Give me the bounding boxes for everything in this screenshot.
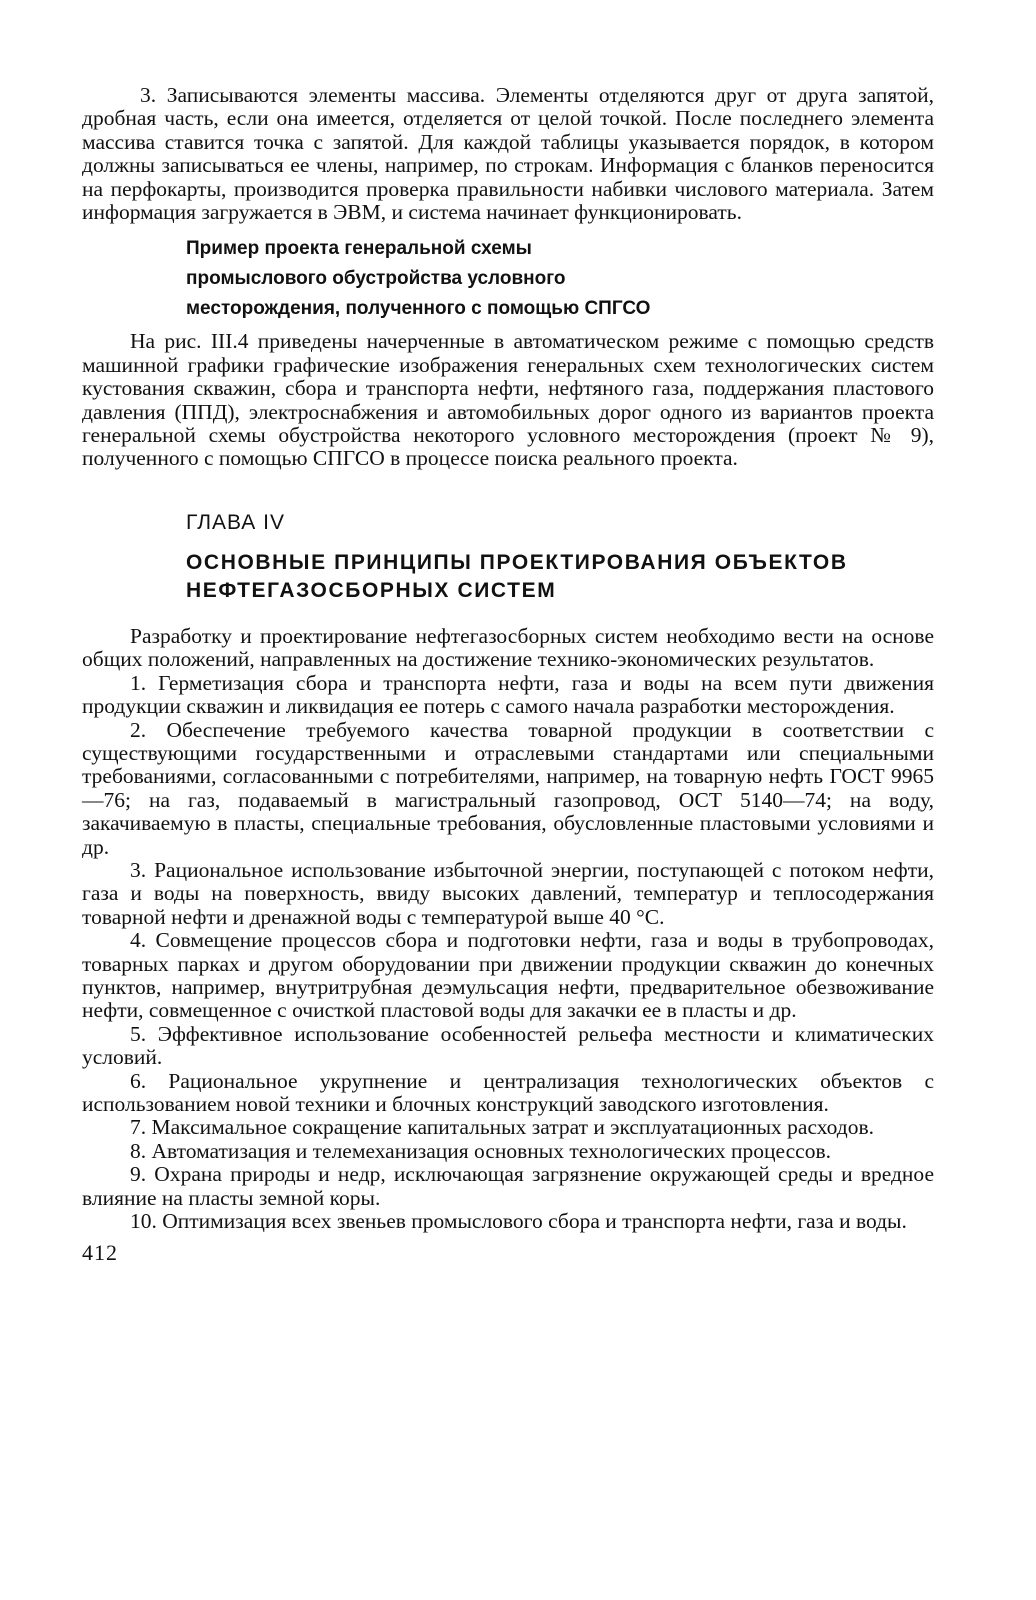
- chapter-title: ОСНОВНЫЕ ПРИНЦИПЫ ПРОЕКТИРОВАНИЯ ОБЪЕКТОВ НЕФТЕГАЗОСБОРНЫХ СИСТЕМ: [186, 550, 848, 602]
- principle-item: 1. Герметизация сбора и транспорта нефти, газа и воды на всем пути движения продукции скважин и ликвидация ее потерь с самого начала разработки месторождения.: [82, 670, 934, 719]
- principle-item: 9. Охрана природы и недр, исключающая загрязнение окружающей среды и вредное влияние на пласты земной коры.: [82, 1162, 934, 1210]
- section-heading: Пример проекта генеральной схемы промыслового обустройства условного месторождения, полученного с помощью СПГСО: [186, 238, 651, 320]
- principle-item: 4. Совмещение процессов сбора и подготовки нефти, газа и воды в трубопроводах, товарных парках и другом оборудовании при движении продукции скважин до конечных пунктов, например, внутритрубная деэмульсация нефти, предварительное обезвоживание нефти, совмещенное с очисткой пластовой воды для закачки ее в пласты и др.: [82, 928, 934, 1023]
- principle-item: 6. Рациональное укрупнение и централизация технологических объектов с использованием новой техники и блочных конструкций заводского изготовления.: [82, 1068, 934, 1116]
- book-page: [82, 84, 934, 1267]
- section-paragraph: На рис. III.4 приведены начерченные в автоматическом режиме с помощью средств машинной графики графические изображения генеральных схем технологических систем кустования скважин, сбора и транспорта нефти, нефтяного газа, поддержания пластового давления (ППД), электроснабжения и автомобильных дорог одного из вариантов проекта генеральной схемы обустройства некоторого условного месторождения (проект № 9), полученного с помощью СПГСО в процессе поиска реального проекта.: [82, 329, 934, 471]
- chapter-intro-paragraph: Разработку и проектирование нефтегазосборных систем необходимо вести на основе общих положений, направленных на достижение технико-экономических результатов.: [82, 623, 934, 672]
- page-number: 412: [82, 1240, 118, 1266]
- principle-item: 10. Оптимизация всех звеньев промыслового сбора и транспорта нефти, газа и воды.: [130, 1209, 907, 1234]
- principle-item: 3. Рациональное использование избыточной энергии, поступающей с потоком нефти, газа и воды на поверхность, ввиду высоких давлений, температур и теплосодержания товарной нефти и дренажной воды с температурой выше 40 °С.: [82, 857, 934, 929]
- chapter-label: ГЛАВА IV: [186, 510, 285, 534]
- principle-item: 5. Эффективное использование особенностей рельефа местности и климатических условий.: [82, 1021, 934, 1070]
- intro-paragraph: 3. Записываются элементы массива. Элементы отделяются друг от друга запятой, дробная часть, если она имеется, отделяется от целой точкой. После последнего элемента массива ставится точка с запятой. Для каждой таблицы указывается порядок, в котором должны записываться ее члены, например, по строкам. Информация с бланков переносится на перфокарты, производится проверка правильности набивки числового материала. Затем информация загружается в ЭВМ, и система начинает функционировать.: [82, 83, 934, 225]
- principle-item: 8. Автоматизация и телемеханизация основных технологических процессов.: [130, 1138, 831, 1163]
- principle-item: 7. Максимальное сокращение капитальных затрат и эксплуатационных расходов.: [130, 1115, 874, 1140]
- principle-item: 2. Обеспечение требуемого качества товарной продукции в соответствии с существующими государственными и отраслевыми стандартами или специальными требованиями, согласованными с потребителями, например, на товарную нефть ГОСТ 9965—76; на газ, подаваемый в магистральный газопровод, ОСТ 5140—74; на воду, закачиваемую в пласты, специальные требования, обусловленные пластовыми условиями и др.: [82, 717, 934, 859]
